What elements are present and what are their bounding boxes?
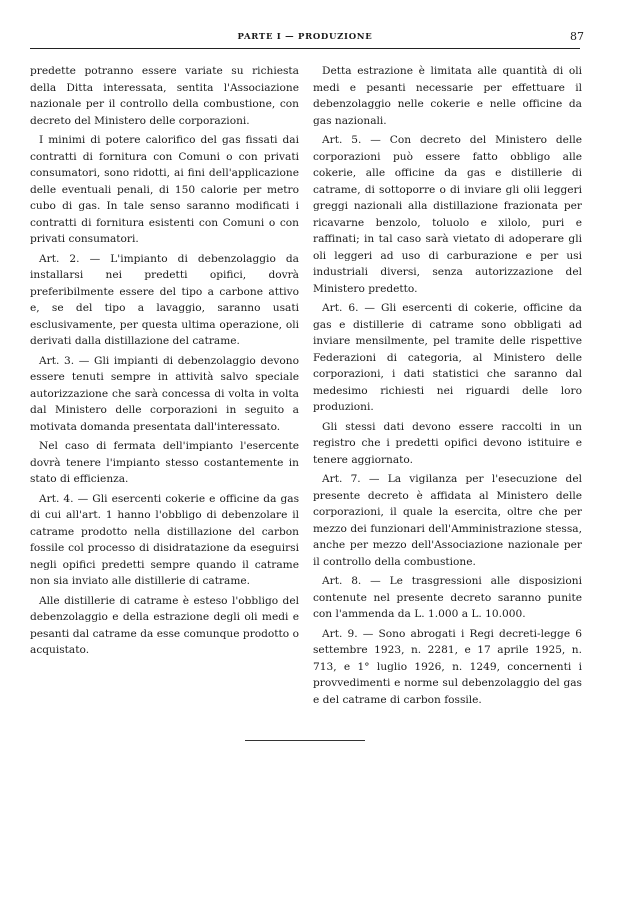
paragraph-calorific-minimums: I minimi di potere calorifico del gas fissati dai contratti di fornitura con Comuni o con privati consumatori, sono ridotti, ai fini dell'applicazione delle eventuali penali, di 150 calorie per metro cubo di gas. In tale senso saranno modificati i contratti di fornitura esistenti con Comuni o con privati consumatori.: [30, 134, 299, 245]
paragraph-extraction-limit: Detta estrazione è limitata alle quantità di oli medi e pesanti necessarie per effettuare il debenzolaggio nelle cokerie e nelle officine da gas nazionali.: [313, 65, 582, 127]
end-rule: [245, 740, 365, 741]
left-column: [30, 63, 299, 662]
paragraph-art-6: Art. 6. — Gli esercenti di cokerie, officine da gas e distillerie di catrame sono obbligati ad inviare mensilmente, pel tramite delle rispettive Federazioni di categoria, al Ministero delle corporazioni, i dati statistici che saranno dal medesimo richiesti nei riguardi delle loro produzioni.: [313, 302, 582, 413]
paragraph-art-4: Art. 4. — Gli esercenti cokerie e officine da gas di cui all'art. 1 hanno l'obbligo di debenzolare il catrame prodotto nella distillazione del carbon fossile col processo di disidratazione da eseguirsi negli opifici predetti sempre quando il catrame non sia inviato alle distillerie di catrame.: [30, 492, 299, 587]
paragraph-distilleries: Alle distillerie di catrame è esteso l'obbligo del debenzolaggio e della estrazione degli oli medi e pesanti dal catrame da esse comunque prodotto o acquistato.: [30, 594, 299, 656]
paragraph-continuation: predette potranno essere variate su richiesta della Ditta interessata, sentita l'Associazione nazionale per il controllo della combustione, con decreto del Ministero delle corporazioni.: [30, 65, 299, 127]
right-column: [313, 63, 582, 711]
paragraph-art-3: Art. 3. — Gli impianti di debenzolaggio devono essere tenuti sempre in attività salvo speciale autorizzazione che sarà concessa di volta in volta dal Ministero delle corporazioni in seguito a motivata domanda presentata dall'interessato.: [30, 354, 299, 433]
page-number: 87: [570, 30, 584, 43]
paragraph-art-7: Art. 7. — La vigilanza per l'esecuzione del presente decreto è affidata al Ministero delle corporazioni, il quale la esercita, oltre che per mezzo dei funzionari dell'Amministrazione stessa, anche per mezzo dell'Associazione nazionale per il controllo della combustione.: [313, 473, 582, 568]
running-title: PARTE I — PRODUZIONE: [237, 32, 373, 42]
paragraph-art-8: Art. 8. — Le trasgressioni alle disposizioni contenute nel presente decreto saranno punite con l'ammenda da L. 1.000 a L. 10.000.: [313, 575, 582, 620]
paragraph-art-2: Art. 2. — L'impianto di debenzolaggio da installarsi nei predetti opifici, dovrà preferibilmente essere del tipo a carbone attivo e, se del tipo a lavaggio, saranno usati esclusivamente, per questa ultima operazione, oli derivati dalla distillazione del catrame.: [30, 252, 299, 347]
running-head: [30, 30, 584, 46]
header-rule: [30, 48, 580, 49]
paragraph-art-9: Art. 9. — Sono abrogati i Regi decreti-legge 6 settembre 1923, n. 2281, e 17 aprile 1925, n. 713, e 1° luglio 1926, n. 1249, concernenti i provvedimenti e norme sul debenzolaggio del gas e del catrame di carbon fossile.: [313, 627, 582, 706]
paragraph-register: Gli stessi dati devono essere raccolti in un registro che i predetti opifici devono istituire e tenere aggiornato.: [313, 420, 582, 466]
paragraph-art-5: Art. 5. — Con decreto del Ministero delle corporazioni può essere fatto obbligo alle cokerie, alle officine da gas e distillerie di catrame, di sottoporre o di inviare gli olii leggeri greggi nazionali alla distillazione frazionata per ricavarne benzolo, toluolo e xilolo, puri e raffinati; in tal caso sarà vietato di adoperare gli oli leggeri ad uso di carburazione e per usi industriali diversi, senza autorizzazione del Ministero predetto.: [313, 134, 582, 295]
paragraph-plant-stop: Nel caso di fermata dell'impianto l'esercente dovrà tenere l'impianto stesso costantemente in stato di efficienza.: [30, 440, 299, 485]
